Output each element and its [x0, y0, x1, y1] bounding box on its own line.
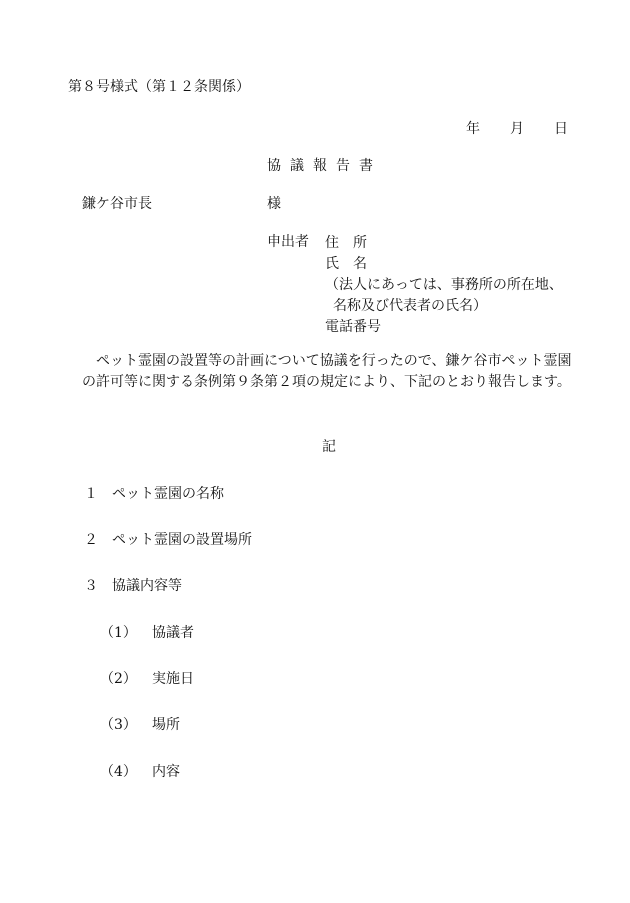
name-label: 氏 名	[325, 256, 367, 272]
subitem-number: （3）	[100, 717, 137, 733]
item-3	[84, 577, 182, 596]
address-label: 住 所	[325, 235, 367, 251]
item-1	[84, 485, 224, 504]
corporate-note-line2: 名称及び代表者の氏名）	[333, 298, 487, 314]
subitem-label: 協議者	[152, 625, 194, 641]
phone-label: 電話番号	[325, 319, 381, 335]
subitem-number: （2）	[100, 671, 137, 687]
item-number: ３	[84, 578, 98, 594]
subitem-number: （4）	[100, 764, 137, 780]
honorific: 様	[267, 196, 281, 212]
item-number: ２	[84, 532, 98, 548]
subitem-label: 実施日	[152, 671, 194, 687]
item-label: ペット霊園の設置場所	[112, 532, 252, 548]
item-number: １	[84, 486, 98, 502]
corporate-note-line1: （法人にあっては、事務所の所在地、	[325, 277, 563, 293]
date-month: 月	[510, 121, 524, 137]
ki-heading: 記	[322, 439, 336, 455]
subitem-label: 場所	[152, 717, 180, 733]
subitem-3	[100, 716, 180, 735]
subitem-2	[100, 670, 194, 689]
addressee: 鎌ケ谷市長	[82, 196, 152, 212]
item-label: ペット霊園の名称	[112, 486, 224, 502]
document-title: 協議報告書	[267, 158, 382, 174]
date-line	[466, 120, 568, 139]
applicant-label: 申出者	[267, 234, 309, 250]
date-day: 日	[554, 121, 568, 137]
form-number: 第８号様式（第１２条関係）	[68, 79, 250, 95]
subitem-number: （1）	[100, 625, 137, 641]
item-2	[84, 531, 252, 550]
subitem-4	[100, 763, 180, 782]
body-paragraph: ペット霊園の設置等の計画について協議を行ったので、鎌ケ谷市ペット霊園の許可等に関する条例第９条第２項の規定により、下記のとおり報告します。	[82, 353, 572, 390]
subitem-1	[100, 624, 194, 643]
applicant-block	[325, 233, 563, 338]
date-year: 年	[466, 121, 480, 137]
subitem-label: 内容	[152, 764, 180, 780]
item-label: 協議内容等	[112, 578, 182, 594]
